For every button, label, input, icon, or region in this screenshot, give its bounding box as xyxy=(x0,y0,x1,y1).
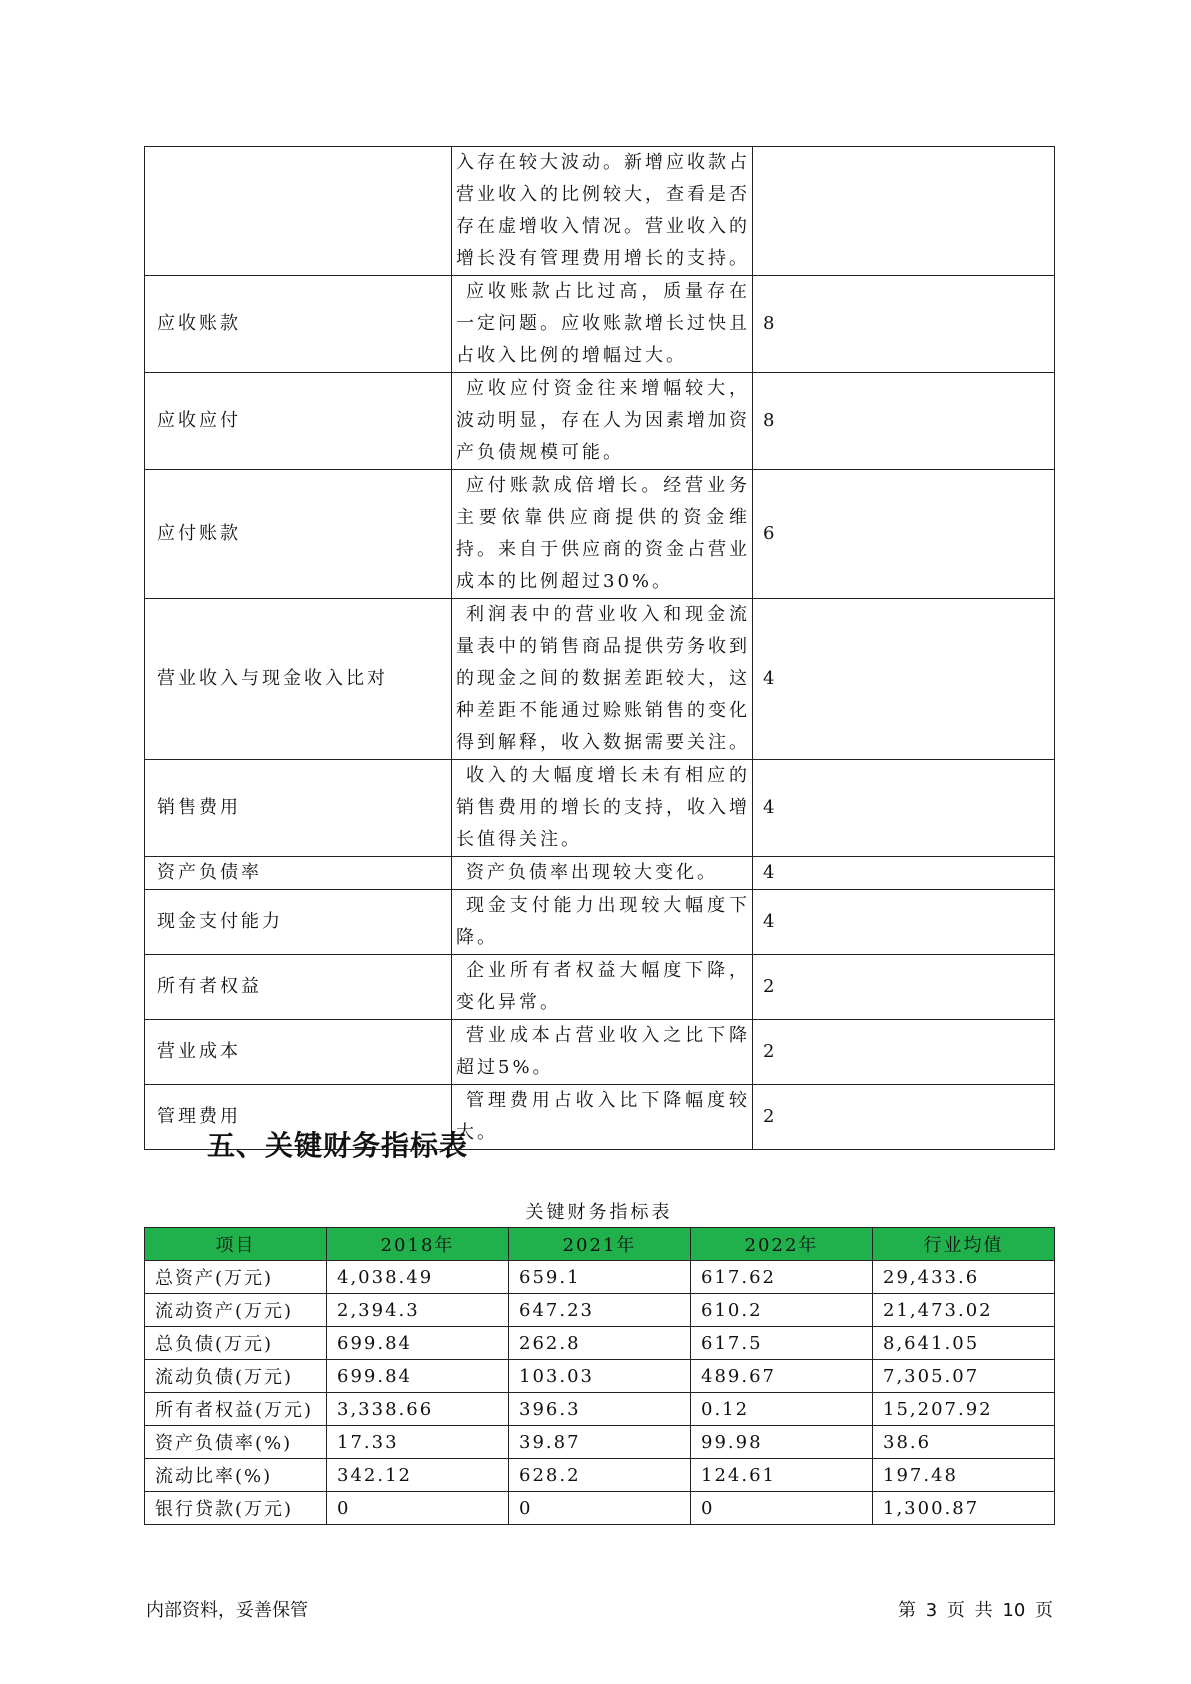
risk-description-cell: 收入的大幅度增长未有相应的销售费用的增长的支持，收入增长值得关注。 xyxy=(452,760,753,857)
risk-item-cell: 营业成本 xyxy=(145,1020,452,1085)
table-cell: 99.98 xyxy=(691,1426,873,1459)
table-cell: 0 xyxy=(509,1492,691,1525)
table-header-row xyxy=(145,1228,1055,1261)
column-header: 2022年 xyxy=(691,1228,873,1261)
risk-score-cell: 8 xyxy=(753,276,1055,373)
table-row xyxy=(145,276,1055,373)
table-cell: 银行贷款(万元) xyxy=(145,1492,327,1525)
table-row xyxy=(145,1327,1055,1360)
risk-item-cell xyxy=(145,147,452,276)
risk-item-cell: 管理费用 xyxy=(145,1085,452,1150)
table-cell: 总资产(万元) xyxy=(145,1261,327,1294)
table-row xyxy=(145,147,1055,276)
risk-description-cell: 利润表中的营业收入和现金流量表中的销售商品提供劳务收到的现金之间的数据差距较大，这种差距不能通过赊账销售的变化得到解释，收入数据需要关注。 xyxy=(452,599,753,760)
table-cell: 3,338.66 xyxy=(327,1393,509,1426)
table-cell: 流动比率(%) xyxy=(145,1459,327,1492)
risk-item-cell: 应收账款 xyxy=(145,276,452,373)
table-cell: 124.61 xyxy=(691,1459,873,1492)
risk-score-cell: 4 xyxy=(753,890,1055,955)
table-cell: 所有者权益(万元) xyxy=(145,1393,327,1426)
footer-page-number: 第 3 页 共 10 页 xyxy=(898,1600,1053,1621)
risk-description-cell: 应付账款成倍增长。经营业务主要依靠供应商提供的资金维持。来自于供应商的资金占营业成本的比例超过30%。 xyxy=(452,470,753,599)
table-cell: 21,473.02 xyxy=(873,1294,1055,1327)
risk-indicator-table xyxy=(144,146,1055,1150)
table-row xyxy=(145,1459,1055,1492)
table-cell: 17.33 xyxy=(327,1426,509,1459)
table-cell: 0 xyxy=(691,1492,873,1525)
table-cell: 流动负债(万元) xyxy=(145,1360,327,1393)
table-row xyxy=(145,373,1055,470)
footer-confidential-note: 内部资料，妥善保管 xyxy=(146,1600,308,1621)
risk-score-cell: 8 xyxy=(753,373,1055,470)
table-cell: 617.5 xyxy=(691,1327,873,1360)
risk-description-cell: 营业成本占营业收入之比下降超过5%。 xyxy=(452,1020,753,1085)
table-cell: 262.8 xyxy=(509,1327,691,1360)
table-row xyxy=(145,955,1055,1020)
table-cell: 617.62 xyxy=(691,1261,873,1294)
table-cell: 103.03 xyxy=(509,1360,691,1393)
table-cell: 659.1 xyxy=(509,1261,691,1294)
risk-item-cell: 营业收入与现金收入比对 xyxy=(145,599,452,760)
risk-score-cell: 4 xyxy=(753,760,1055,857)
table-row xyxy=(145,857,1055,890)
column-header: 项目 xyxy=(145,1228,327,1261)
table-cell: 29,433.6 xyxy=(873,1261,1055,1294)
column-header: 2018年 xyxy=(327,1228,509,1261)
table-cell: 647.23 xyxy=(509,1294,691,1327)
table-cell: 610.2 xyxy=(691,1294,873,1327)
risk-description-cell: 资产负债率出现较大变化。 xyxy=(452,857,753,890)
table-cell: 628.2 xyxy=(509,1459,691,1492)
risk-description-cell: 企业所有者权益大幅度下降，变化异常。 xyxy=(452,955,753,1020)
table-row xyxy=(145,1393,1055,1426)
risk-description-cell: 应收应付资金往来增幅较大，波动明显，存在人为因素增加资产负债规模可能。 xyxy=(452,373,753,470)
table-cell: 38.6 xyxy=(873,1426,1055,1459)
risk-description-cell: 应收账款占比过高，质量存在一定问题。应收账款增长过快且占收入比例的增幅过大。 xyxy=(452,276,753,373)
table-row xyxy=(145,1294,1055,1327)
section-title: 五、关键财务指标表 xyxy=(207,1129,469,1162)
risk-score-cell: 4 xyxy=(753,599,1055,760)
table-row xyxy=(145,1261,1055,1294)
table-cell: 699.84 xyxy=(327,1327,509,1360)
table-cell: 197.48 xyxy=(873,1459,1055,1492)
column-header: 行业均值 xyxy=(873,1228,1055,1261)
table-cell: 699.84 xyxy=(327,1360,509,1393)
table-cell: 489.67 xyxy=(691,1360,873,1393)
table-row xyxy=(145,760,1055,857)
table-row xyxy=(145,1020,1055,1085)
column-header: 2021年 xyxy=(509,1228,691,1261)
table-row xyxy=(145,599,1055,760)
table-cell: 资产负债率(%) xyxy=(145,1426,327,1459)
table-cell: 342.12 xyxy=(327,1459,509,1492)
table-cell: 39.87 xyxy=(509,1426,691,1459)
table-cell: 0 xyxy=(327,1492,509,1525)
risk-item-cell: 所有者权益 xyxy=(145,955,452,1020)
risk-score-cell: 2 xyxy=(753,955,1055,1020)
table-row xyxy=(145,1426,1055,1459)
table-row xyxy=(145,890,1055,955)
table-cell: 8,641.05 xyxy=(873,1327,1055,1360)
risk-description-cell: 入存在较大波动。新增应收款占营业收入的比例较大，查看是否存在虚增收入情况。营业收入的增长没有管理费用增长的支持。 xyxy=(452,147,753,276)
risk-score-cell: 4 xyxy=(753,857,1055,890)
risk-item-cell: 现金支付能力 xyxy=(145,890,452,955)
risk-score-cell: 2 xyxy=(753,1085,1055,1150)
table-cell: 1,300.87 xyxy=(873,1492,1055,1525)
risk-item-cell: 销售费用 xyxy=(145,760,452,857)
table-cell: 4,038.49 xyxy=(327,1261,509,1294)
risk-description-cell: 管理费用占收入比下降幅度较大。 xyxy=(452,1085,753,1150)
risk-item-cell: 应收应付 xyxy=(145,373,452,470)
risk-score-cell: 6 xyxy=(753,470,1055,599)
table-cell: 2,394.3 xyxy=(327,1294,509,1327)
risk-score-cell xyxy=(753,147,1055,276)
table-row xyxy=(145,1360,1055,1393)
table-cell: 总负债(万元) xyxy=(145,1327,327,1360)
risk-item-cell: 应付账款 xyxy=(145,470,452,599)
table-cell: 0.12 xyxy=(691,1393,873,1426)
table-cell: 7,305.07 xyxy=(873,1360,1055,1393)
table-cell: 15,207.92 xyxy=(873,1393,1055,1426)
key-financial-indicators-table xyxy=(144,1227,1055,1525)
table-cell: 流动资产(万元) xyxy=(145,1294,327,1327)
table-cell: 396.3 xyxy=(509,1393,691,1426)
risk-item-cell: 资产负债率 xyxy=(145,857,452,890)
risk-description-cell: 现金支付能力出现较大幅度下降。 xyxy=(452,890,753,955)
table-caption: 关键财务指标表 xyxy=(525,1202,673,1223)
table-row xyxy=(145,1492,1055,1525)
table-row xyxy=(145,470,1055,599)
risk-score-cell: 2 xyxy=(753,1020,1055,1085)
